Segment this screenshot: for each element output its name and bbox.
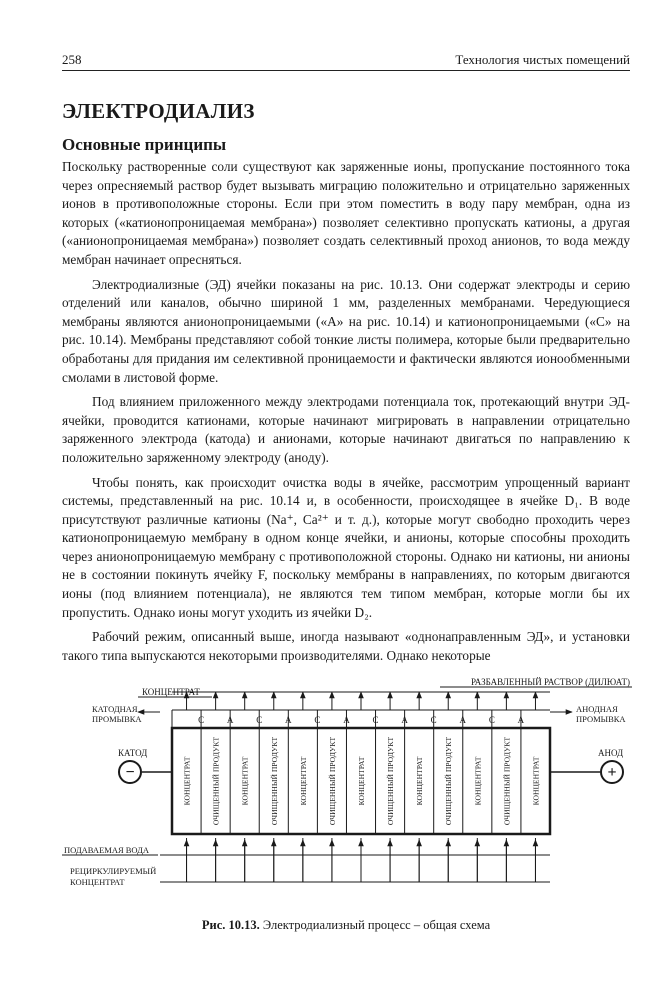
paragraph-4: Чтобы понять, как происходит очистка воды в ячейке, рассмотрим упрощенный вариант системы, представленный на рис. 10.14 и, в особенности, происходящее в ячейке D₁. В воде присутствуют различные катионы (Na⁺, Ca²⁺ и т. д.), которые могут свободно проходить через катионопроницаемую мембрану в одном конце ячейки, и анионы, которые способны проходить через анионопроницаемую мембрану с противоположной стороны. Однако ни катионы, ни анионы не в состоянии покинуть ячейку F, поскольку мембраны в направлениях, по которым двигаются ионы (под влиянием потенциала), не являются тем типом мембран, которые могли бы их пропустить. Однако ионы могут уходить из ячейки D₂. [62, 474, 630, 620]
membrane-letter: C [430, 715, 437, 725]
caption-text: Электродиализный процесс – общая схема [259, 918, 491, 932]
cathode-rinse-label-2: ПРОМЫВКА [92, 714, 142, 724]
membrane-stack [160, 692, 550, 882]
channel-label: ОЧИЩЕННЫЙ ПРОДУКТ [386, 736, 396, 826]
electrodialysis-diagram [60, 672, 640, 912]
membrane-letter: A [459, 715, 467, 725]
cathode-sign: − [125, 764, 135, 781]
header-rule [62, 70, 630, 71]
channel-label: КОНЦЕНТРАТ [357, 756, 366, 806]
anode-rinse-label-2: ПРОМЫВКА [576, 714, 626, 724]
channel-label: КОНЦЕНТРАТ [240, 756, 250, 806]
anode-label: АНОД [598, 748, 624, 758]
recirc-label-2: КОНЦЕНТРАТ [70, 877, 125, 887]
body-text [62, 158, 630, 671]
channel-label: ОЧИЩЕННЫЙ ПРОДУКТ [269, 736, 279, 826]
page-number: 258 [62, 52, 82, 67]
membrane-letter: A [285, 715, 292, 725]
channel-label: КОНЦЕНТРАТ [531, 756, 541, 806]
anode-sign: + [607, 764, 617, 781]
membrane-letter: C [488, 715, 495, 725]
paragraph-1: Поскольку растворенные соли существуют как заряженные ионы, пропускание постоянного тока через опресняемый раствор будет вызывать миграцию положительно и отрицательно заряженных ионов в противоположные стороны. Если при этом поместить в воду пару мембран, одна из которых («катионопроницаемая мембрана») позволяет селективно пропускать катионы, а другая («анионопроницаемая мембрана») позволяет создать селективный проход анионов, то вода между мембран начинает опресняться. [62, 159, 630, 267]
membrane-letter: A [401, 715, 408, 725]
channel-label: ОЧИЩЕННЫЙ ПРОДУКТ [444, 736, 454, 826]
channel-label: ОЧИЩЕННЫЙ ПРОДУКТ [211, 736, 221, 826]
cathode-label: КАТОД [118, 748, 148, 758]
paragraph-2: Электродиализные (ЭД) ячейки показаны на рис. 10.13. Они содержат электроды и серию отделений или каналов, обычно шириной 1 мм, разделенных мембранами. Чередующиеся мембраны являются анионопроницаемыми («А» на рис. 10.14) и катионопроницаемыми («С» на рис. 10.14). Мембраны представляют собой тонкие листы полимера, которые были предварительно обработаны для придания им селективной проницаемости и фактически являются ионообменными смолами в листовой форме. [62, 276, 630, 385]
running-title: Технология чистых помещений [455, 52, 630, 67]
channel-label: КОНЦЕНТРАТ [473, 756, 483, 806]
paragraph-3: Под влиянием приложенного между электродами потенциала ток, протекающий внутри ЭД-ячейки, проводится катионами, которые начинают мигрировать в направлении отрицательно заряженного электрода (катода) и анионами, которые начинают двигаться по направлению к положительно заряженному электроду (аноду). [62, 394, 630, 465]
caption-label: Рис. 10.13. [201, 918, 260, 932]
feed-water-label: ПОДАВАЕМАЯ ВОДА [64, 845, 150, 855]
channel-label: ОЧИЩЕННЫЙ ПРОДУКТ [502, 736, 512, 826]
membrane-letter: C [314, 715, 321, 725]
membrane-letter: C [372, 715, 379, 725]
membrane-letter: C [198, 715, 205, 725]
anode-rinse-label-1: АНОДНАЯ [576, 704, 618, 714]
diluate-label: РАЗБАВЛЕННЫЙ РАСТВОР (ДИЛЮАТ) [470, 677, 630, 687]
section-title: Основные принципы [62, 135, 227, 154]
chapter-title: ЭЛЕКТРОДИАЛИЗ [62, 99, 255, 123]
figure-caption [62, 918, 630, 933]
running-header [62, 52, 630, 68]
channel-label: КОНЦЕНТРАТ [415, 756, 425, 806]
cathode-rinse-label-1: КАТОДНАЯ [92, 704, 138, 714]
channel-label: ОЧИЩЕННЫЙ ПРОДУКТ [327, 736, 337, 826]
membrane-letter: C [256, 715, 263, 725]
membrane-letter: A [226, 715, 234, 725]
concentrate-top-label: КОНЦЕНТРАТ [142, 687, 200, 697]
membrane-letter: A [343, 715, 350, 725]
recirc-label-1: РЕЦИРКУЛИРУЕМЫЙ [70, 866, 157, 876]
channel-label: КОНЦЕНТРАТ [182, 756, 192, 806]
paragraph-5: Рабочий режим, описанный выше, иногда называют «однонаправленным ЭД», и установки такого типа выпускаются некоторыми производителями. Однако некоторые [62, 629, 630, 663]
membrane-letter: A [517, 715, 525, 725]
channel-label: КОНЦЕНТРАТ [298, 756, 308, 806]
